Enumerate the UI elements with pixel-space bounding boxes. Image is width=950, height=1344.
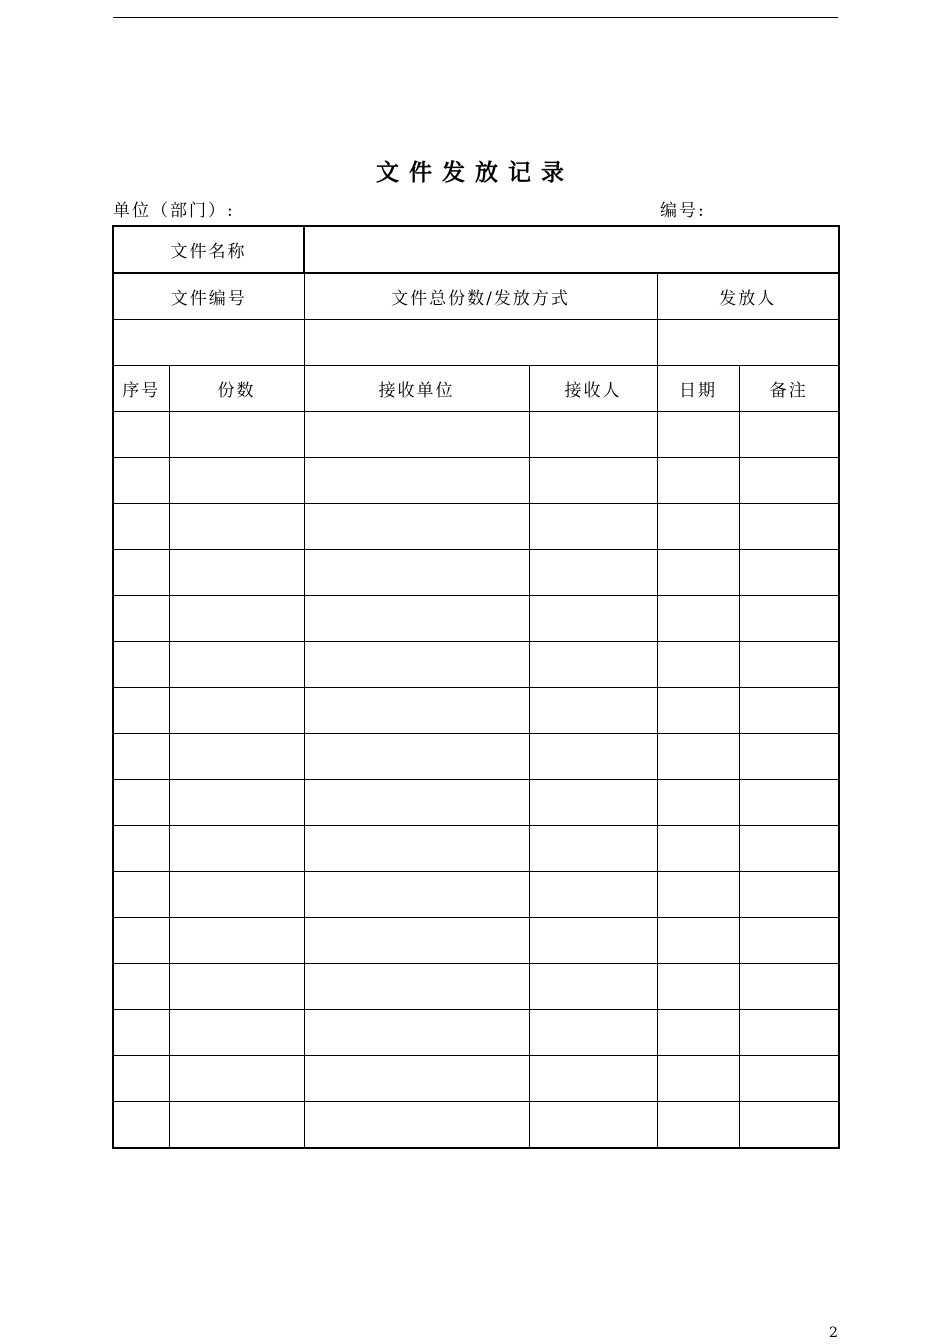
date-cell[interactable]	[657, 412, 739, 458]
column-header-receiving-unit: 接收单位	[304, 366, 529, 412]
serial-cell[interactable]	[113, 826, 169, 872]
recipient-cell[interactable]	[529, 918, 657, 964]
remarks-cell[interactable]	[739, 872, 839, 918]
date-cell[interactable]	[657, 734, 739, 780]
recipient-cell[interactable]	[529, 412, 657, 458]
recipient-cell[interactable]	[529, 826, 657, 872]
remarks-cell[interactable]	[739, 826, 839, 872]
column-header-date: 日期	[657, 366, 739, 412]
copies-cell[interactable]	[169, 918, 304, 964]
serial-cell[interactable]	[113, 918, 169, 964]
table-row	[113, 1010, 839, 1056]
copies-cell[interactable]	[169, 458, 304, 504]
receiving-unit-cell[interactable]	[304, 596, 529, 642]
date-cell[interactable]	[657, 872, 739, 918]
file-name-row	[113, 226, 839, 273]
serial-cell[interactable]	[113, 642, 169, 688]
serial-cell[interactable]	[113, 596, 169, 642]
file-number-label: 文件编号	[113, 273, 304, 320]
date-cell[interactable]	[657, 918, 739, 964]
file-name-value[interactable]	[304, 226, 839, 273]
date-cell[interactable]	[657, 504, 739, 550]
date-cell[interactable]	[657, 642, 739, 688]
copies-cell[interactable]	[169, 596, 304, 642]
remarks-cell[interactable]	[739, 1102, 839, 1149]
copies-cell[interactable]	[169, 688, 304, 734]
column-header-row	[113, 366, 839, 412]
date-cell[interactable]	[657, 688, 739, 734]
serial-cell[interactable]	[113, 550, 169, 596]
date-cell[interactable]	[657, 780, 739, 826]
column-header-copies: 份数	[169, 366, 304, 412]
total-copies-method-label: 文件总份数/发放方式	[304, 273, 657, 320]
copies-cell[interactable]	[169, 504, 304, 550]
recipient-cell[interactable]	[529, 964, 657, 1010]
copies-cell[interactable]	[169, 1102, 304, 1149]
remarks-cell[interactable]	[739, 458, 839, 504]
copies-cell[interactable]	[169, 1056, 304, 1102]
remarks-cell[interactable]	[739, 412, 839, 458]
receiving-unit-cell[interactable]	[304, 550, 529, 596]
remarks-cell[interactable]	[739, 964, 839, 1010]
remarks-cell[interactable]	[739, 688, 839, 734]
serial-cell[interactable]	[113, 1010, 169, 1056]
copies-cell[interactable]	[169, 642, 304, 688]
receiving-unit-cell[interactable]	[304, 1056, 529, 1102]
serial-cell[interactable]	[113, 458, 169, 504]
receiving-unit-cell[interactable]	[304, 688, 529, 734]
table-row	[113, 596, 839, 642]
serial-cell[interactable]	[113, 1102, 169, 1149]
copies-cell[interactable]	[169, 872, 304, 918]
recipient-cell[interactable]	[529, 780, 657, 826]
table-row	[113, 458, 839, 504]
copies-cell[interactable]	[169, 550, 304, 596]
recipient-cell[interactable]	[529, 458, 657, 504]
date-cell[interactable]	[657, 964, 739, 1010]
recipient-cell[interactable]	[529, 1056, 657, 1102]
remarks-cell[interactable]	[739, 780, 839, 826]
remarks-cell[interactable]	[739, 1010, 839, 1056]
serial-cell[interactable]	[113, 1056, 169, 1102]
remarks-cell[interactable]	[739, 504, 839, 550]
receiving-unit-cell[interactable]	[304, 642, 529, 688]
table-row	[113, 642, 839, 688]
table-row	[113, 734, 839, 780]
receiving-unit-cell[interactable]	[304, 412, 529, 458]
remarks-cell[interactable]	[739, 734, 839, 780]
table-row	[113, 550, 839, 596]
receiving-unit-cell[interactable]	[304, 780, 529, 826]
table-row	[113, 964, 839, 1010]
recipient-cell[interactable]	[529, 872, 657, 918]
date-cell[interactable]	[657, 1010, 739, 1056]
receiving-unit-cell[interactable]	[304, 918, 529, 964]
table-row	[113, 1102, 839, 1149]
table-row	[113, 412, 839, 458]
column-header-serial: 序号	[113, 366, 169, 412]
remarks-cell[interactable]	[739, 1056, 839, 1102]
file-info-header-row	[113, 273, 839, 320]
serial-cell[interactable]	[113, 964, 169, 1010]
table-row	[113, 826, 839, 872]
distribution-record-table	[112, 225, 840, 1149]
remarks-cell[interactable]	[739, 550, 839, 596]
recipient-cell[interactable]	[529, 688, 657, 734]
recipient-cell[interactable]	[529, 596, 657, 642]
copies-cell[interactable]	[169, 826, 304, 872]
serial-cell[interactable]	[113, 734, 169, 780]
remarks-cell[interactable]	[739, 596, 839, 642]
date-cell[interactable]	[657, 826, 739, 872]
receiving-unit-cell[interactable]	[304, 826, 529, 872]
table-row	[113, 872, 839, 918]
receiving-unit-cell[interactable]	[304, 734, 529, 780]
file-info-value-row	[113, 320, 839, 366]
column-header-recipient: 接收人	[529, 366, 657, 412]
file-number-value[interactable]	[113, 320, 304, 366]
copies-cell[interactable]	[169, 1010, 304, 1056]
recipient-cell[interactable]	[529, 642, 657, 688]
copies-cell[interactable]	[169, 734, 304, 780]
remarks-cell[interactable]	[739, 642, 839, 688]
recipient-cell[interactable]	[529, 550, 657, 596]
serial-cell[interactable]	[113, 504, 169, 550]
remarks-cell[interactable]	[739, 918, 839, 964]
serial-cell[interactable]	[113, 872, 169, 918]
table-row	[113, 1056, 839, 1102]
date-cell[interactable]	[657, 1056, 739, 1102]
receiving-unit-cell[interactable]	[304, 964, 529, 1010]
table-row	[113, 504, 839, 550]
total-copies-method-value[interactable]	[304, 320, 657, 366]
page-number: 2	[829, 1325, 838, 1341]
column-header-remarks: 备注	[739, 366, 839, 412]
receiving-unit-cell[interactable]	[304, 1102, 529, 1149]
table-row	[113, 780, 839, 826]
receiving-unit-cell[interactable]	[304, 872, 529, 918]
table-row	[113, 688, 839, 734]
date-cell[interactable]	[657, 458, 739, 504]
receiving-unit-cell[interactable]	[304, 1010, 529, 1056]
table-row	[113, 918, 839, 964]
copies-cell[interactable]	[169, 412, 304, 458]
recipient-cell[interactable]	[529, 734, 657, 780]
copies-cell[interactable]	[169, 780, 304, 826]
record-number-label: 编号:	[660, 201, 706, 221]
unit-department-label: 单位（部门）:	[113, 201, 235, 221]
header-rule	[113, 17, 838, 18]
date-cell[interactable]	[657, 596, 739, 642]
page-title: 文件发放记录	[376, 159, 574, 186]
receiving-unit-cell[interactable]	[304, 504, 529, 550]
serial-cell[interactable]	[113, 780, 169, 826]
copies-cell[interactable]	[169, 964, 304, 1010]
recipient-cell[interactable]	[529, 1010, 657, 1056]
serial-cell[interactable]	[113, 412, 169, 458]
serial-cell[interactable]	[113, 688, 169, 734]
file-name-label: 文件名称	[113, 226, 304, 273]
issuer-label: 发放人	[657, 273, 839, 320]
issuer-value[interactable]	[657, 320, 839, 366]
date-cell[interactable]	[657, 1102, 739, 1149]
date-cell[interactable]	[657, 550, 739, 596]
recipient-cell[interactable]	[529, 504, 657, 550]
receiving-unit-cell[interactable]	[304, 458, 529, 504]
recipient-cell[interactable]	[529, 1102, 657, 1149]
